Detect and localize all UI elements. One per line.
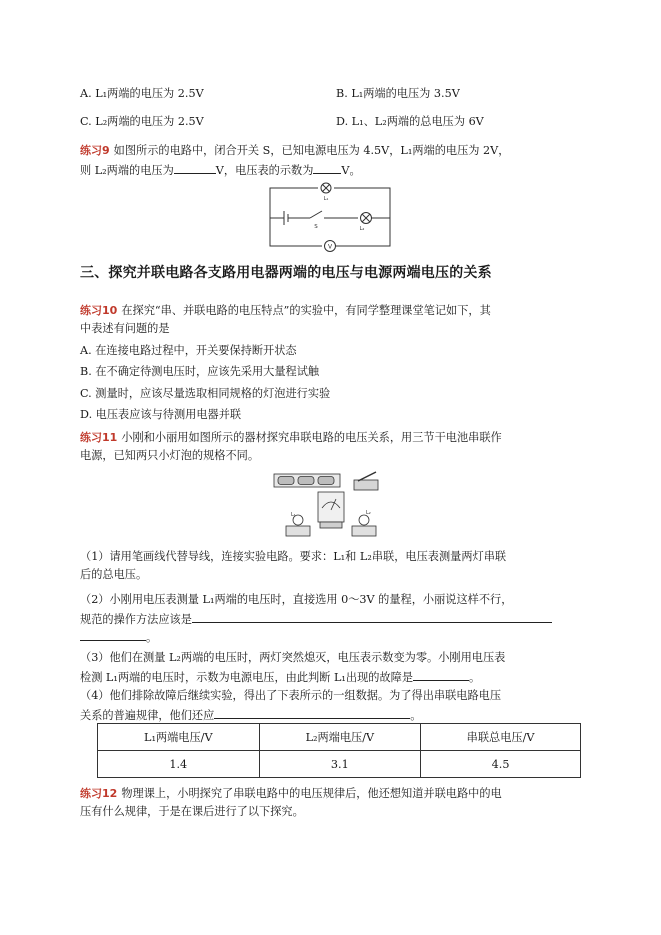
ex10-label: 练习10	[80, 304, 118, 317]
ex9-blank1[interactable]	[174, 161, 216, 174]
ex12-text1: 物理课上，小明探究了串联电路中的电压规律后，他还想知道并联电路中的电	[121, 787, 502, 800]
ex10-line1	[80, 303, 491, 319]
table-row	[98, 751, 581, 778]
ex11-p2-line3	[80, 628, 157, 646]
table-header-l1: L₁两端电压/V	[98, 724, 260, 751]
ex11-p3-blank[interactable]	[413, 668, 469, 681]
table-cell-l1: 1.4	[98, 751, 260, 778]
table-header-total: 串联总电压/V	[421, 724, 581, 751]
ex11-p4-text2: 关系的普遍规律，他们还应	[80, 709, 215, 722]
option-c: C. L₂两端的电压为 2.5V	[80, 115, 204, 128]
ex12-line1	[80, 786, 502, 802]
ex11-p2-line2	[80, 610, 552, 628]
lamp2-base	[352, 526, 376, 536]
ex11-line2: 电源，已知两只小灯泡的规格不同。	[80, 449, 260, 462]
ex11-p1-line1: （1）请用笔画线代替导线，连接实验电路。要求：L₁和 L₂串联，电压表测量两灯串联	[80, 550, 507, 563]
ex9-line2	[80, 161, 361, 179]
apparatus-lamp2-label: L₂	[366, 510, 371, 516]
circuit-switch-label: S	[314, 224, 318, 230]
ex10-option-c: C. 测量时，应该尽量选取相同规格的灯泡进行实验	[80, 387, 331, 400]
apparatus-lamp1-label: L₁	[291, 512, 296, 518]
ex9-text1: 如图所示的电路中，闭合开关 S，已知电源电压为 4.5V，L₁两端的电压为 2V，	[113, 144, 510, 157]
voltmeter	[318, 492, 344, 522]
ex10-option-d: D. 电压表应该与待测用电器并联	[80, 408, 242, 421]
ex11-p4-blank[interactable]	[214, 706, 410, 719]
option-d: D. L₁、L₂两端的总电压为 6V	[336, 115, 484, 128]
ex9-line1	[80, 143, 509, 159]
ex11-label: 练习11	[80, 431, 118, 444]
ex10-line2: 中表述有问题的是	[80, 322, 170, 335]
ex11-p2-blank-cont[interactable]	[80, 628, 146, 641]
ex11-p2-blank[interactable]	[192, 610, 552, 623]
option-a: A. L₁两端的电压为 2.5V	[80, 87, 204, 100]
ex9-circuit-diagram	[266, 180, 396, 252]
ex11-line1	[80, 430, 502, 446]
circuit-lamp1-label: L₁	[323, 196, 329, 202]
ex11-text1: 小刚和小丽用如图所示的器材探究串联电路的电压关系，用三节干电池串联作	[121, 431, 502, 444]
ex11-p4-end: 。	[410, 709, 422, 722]
ex9-text2c: V。	[341, 164, 361, 177]
ex11-p2-text2: 规范的操作方法应该是	[80, 613, 192, 626]
table-cell-l2: 3.1	[259, 751, 421, 778]
option-b: B. L₁两端的电压为 3.5V	[336, 87, 460, 100]
ex10-option-a: A. 在连接电路过程中，开关要保持断开状态	[80, 344, 297, 357]
circuit-lamp2-label: L₂	[359, 226, 365, 232]
section-heading: 三、探究并联电路各支路用电器两端的电压与电源两端电压的关系	[80, 265, 492, 281]
ex11-p4-line2	[80, 706, 421, 724]
ex10-text1: 在探究“串、并联电路的电压特点”的实验中，有同学整理课堂笔记如下，其	[121, 304, 491, 317]
table-header-row	[98, 724, 581, 751]
ex11-p2-line1: （2）小刚用电压表测量 L₁两端的电压时，直接选用 0～3V 的量程，小丽说这样不行，	[80, 593, 513, 606]
circuit-voltmeter-label: V	[327, 243, 333, 251]
ex10-option-b: B. 在不确定待测电压时，应该先采用大量程试触	[80, 365, 320, 378]
ex11-p3-line2	[80, 668, 480, 686]
switch-base	[354, 480, 378, 490]
ex11-p3-line1: （3）他们在测量 L₂两端的电压时，两灯突然熄灭，电压表示数变为零。小刚用电压表	[80, 651, 506, 664]
ex9-text2b: V，电压表的示数为	[215, 164, 314, 177]
ex11-p4-line1: （4）他们排除故障后继续实验，得出了下表所示的一组数据。为了得出串联电路电压	[80, 689, 502, 702]
ex11-data-table	[97, 723, 581, 778]
ex11-apparatus-image	[270, 468, 388, 544]
ex9-blank2[interactable]	[313, 161, 341, 174]
ex11-p3-text2: 检测 L₁两端的电压时，示数为电源电压，由此判断 L₁出现的故障是	[80, 671, 414, 684]
ex11-p1-line2: 后的总电压。	[80, 568, 148, 581]
lamp1-base	[286, 526, 310, 536]
table-header-l2: L₂两端电压/V	[259, 724, 421, 751]
ex11-p2-end: 。	[146, 631, 158, 644]
ex11-p3-end: 。	[469, 671, 481, 684]
ex9-text2a: 则 L₂两端的电压为	[80, 164, 174, 177]
table-cell-total: 4.5	[421, 751, 581, 778]
ex9-label: 练习9	[80, 144, 110, 157]
ex12-line2: 压有什么规律，于是在课后进行了以下探究。	[80, 805, 304, 818]
ex12-label: 练习12	[80, 787, 118, 800]
